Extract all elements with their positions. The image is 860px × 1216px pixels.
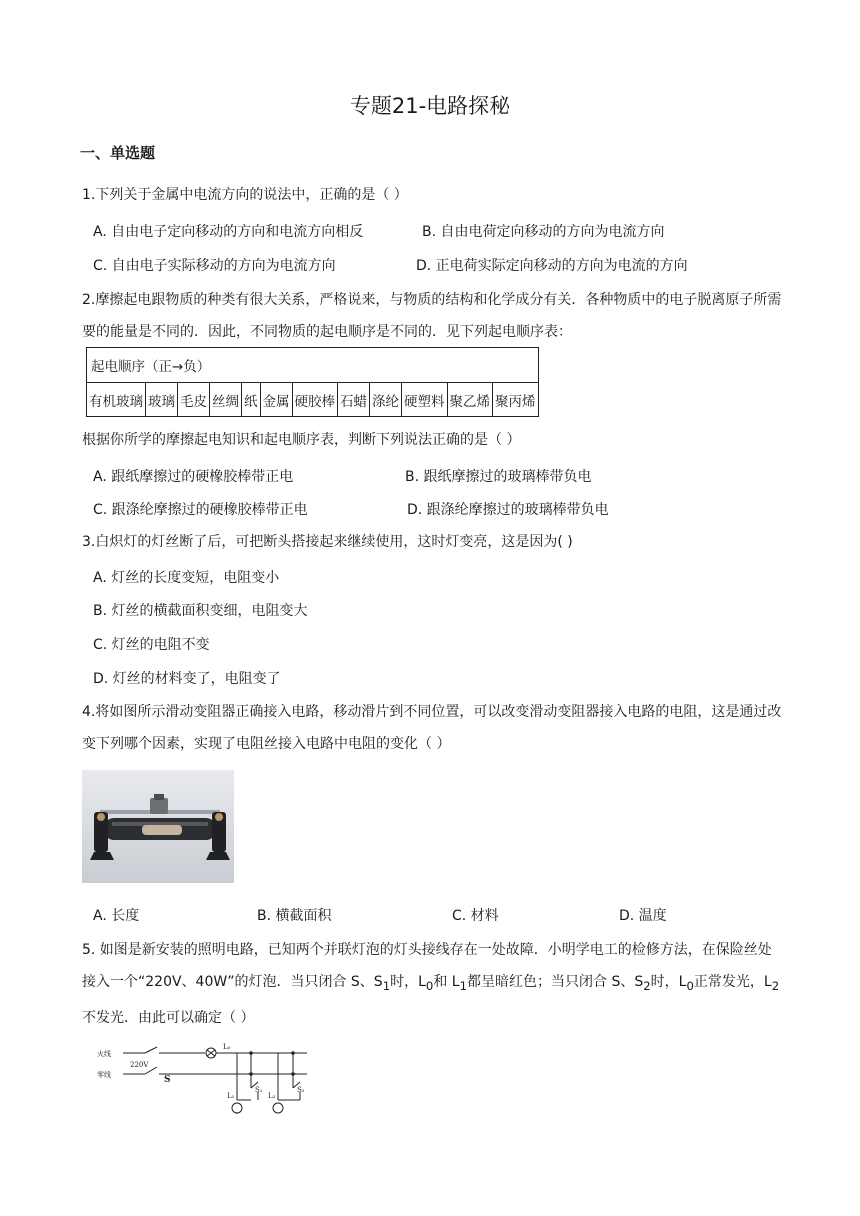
table-cell: 涤纶 (370, 383, 402, 417)
q4-option-b[interactable]: B. 横截面积 (257, 908, 332, 924)
page-title: 专题21-电路探秘 (349, 94, 511, 118)
rheostat-photo (82, 770, 234, 883)
label-l2: L₂ (268, 1092, 276, 1100)
label-s1: S₁ (255, 1086, 263, 1094)
question-3-stem: 3.白炽灯的灯丝断了后，可把断头搭接起来继续使用，这时灯变亮，这是因为( ) (82, 534, 573, 550)
table-cell: 聚乙烯 (447, 383, 493, 417)
section-heading: 一、单选题 (80, 144, 156, 162)
label-l0: L₀ (223, 1043, 231, 1051)
label-neutral-wire: 零线 (97, 1071, 111, 1079)
table-cell: 丝绸 (210, 383, 242, 417)
label-live-wire: 火线 (97, 1050, 111, 1058)
q1-option-a[interactable]: A. 自由电子定向移动的方向和电流方向相反 (93, 224, 364, 240)
question-5-stem: 5. 如图是新安装的照明电路，已知两个并联灯泡的灯头接线存在一处故障．小明学电工的检修方法，在保险丝处接入一个“220V、40W”的灯泡．当只闭合 S、$S_1$时，$L_0$和 $L_1$都呈暗红色；当只闭合 S、$S_2$时，$L_0$正常发光，$L_2$不发光．由此可以确定（ ） (82, 942, 780, 1026)
question-2-follow: 根据你所学的摩擦起电知识和起电顺序表，判断下列说法正确的是（ ） (82, 432, 521, 448)
q1-option-b[interactable]: B. 自由电荷定向移动的方向为电流方向 (422, 224, 665, 240)
table-cell: 玻璃 (146, 383, 178, 417)
q2-option-b[interactable]: B. 跟纸摩擦过的玻璃棒带负电 (405, 469, 592, 485)
q2-option-c[interactable]: C. 跟涤纶摩擦过的硬橡胶棒带正电 (93, 502, 308, 518)
q3-option-a[interactable]: A. 灯丝的长度变短，电阻变小 (93, 570, 280, 586)
question-4-stem: 4.将如图所示滑动变阻器正确接入电路，移动滑片到不同位置，可以改变滑动变阻器接入电路的电阻，这是通过改变下列哪个因素，实现了电阻丝接入电路中电阻的变化（ ） (82, 704, 782, 752)
table-cell: 硬胶棒 (292, 383, 338, 417)
question-2-stem: 2.摩擦起电跟物质的种类有很大关系，严格说来，与物质的结构和化学成分有关．各种物质中的电子脱离原子所需要的能量是不同的．因此，不同物质的起电顺序是不同的．见下列起电顺序表： (82, 292, 782, 340)
q3-option-b[interactable]: B. 灯丝的横截面积变细，电阻变大 (93, 603, 308, 619)
table-cell: 纸 (242, 383, 261, 417)
q4-option-c[interactable]: C. 材料 (452, 908, 499, 924)
q1-option-d[interactable]: D. 正电荷实际定向移动的方向为电流的方向 (416, 258, 688, 274)
label-voltage: 220V (130, 1061, 149, 1069)
table-cell: 毛皮 (178, 383, 210, 417)
q4-option-a[interactable]: A. 长度 (93, 908, 140, 924)
table-cell: 聚丙烯 (493, 383, 539, 417)
table-cell: 石蜡 (338, 383, 370, 417)
q4-option-d[interactable]: D. 温度 (619, 908, 667, 924)
q3-option-d[interactable]: D. 灯丝的材料变了，电阻变了 (93, 671, 281, 687)
label-switch-s: S (164, 1075, 171, 1085)
label-l1: L₁ (227, 1092, 235, 1100)
table-header: 起电顺序（正→负） (87, 348, 539, 383)
label-s2: S₂ (297, 1086, 305, 1094)
table-cell: 金属 (260, 383, 292, 417)
table-cell: 有机玻璃 (87, 383, 146, 417)
circuit-diagram (95, 1036, 320, 1116)
table-cell: 硬塑料 (402, 383, 448, 417)
charge-order-table (86, 347, 539, 417)
q2-option-a[interactable]: A. 跟纸摩擦过的硬橡胶棒带正电 (93, 469, 294, 485)
q3-option-c[interactable]: C. 灯丝的电阻不变 (93, 637, 210, 653)
question-1-stem: 1.下列关于金属中电流方向的说法中，正确的是（ ） (82, 187, 408, 203)
q2-option-d[interactable]: D. 跟涤纶摩擦过的玻璃棒带负电 (407, 502, 609, 518)
q1-option-c[interactable]: C. 自由电子实际移动的方向为电流方向 (93, 258, 336, 274)
